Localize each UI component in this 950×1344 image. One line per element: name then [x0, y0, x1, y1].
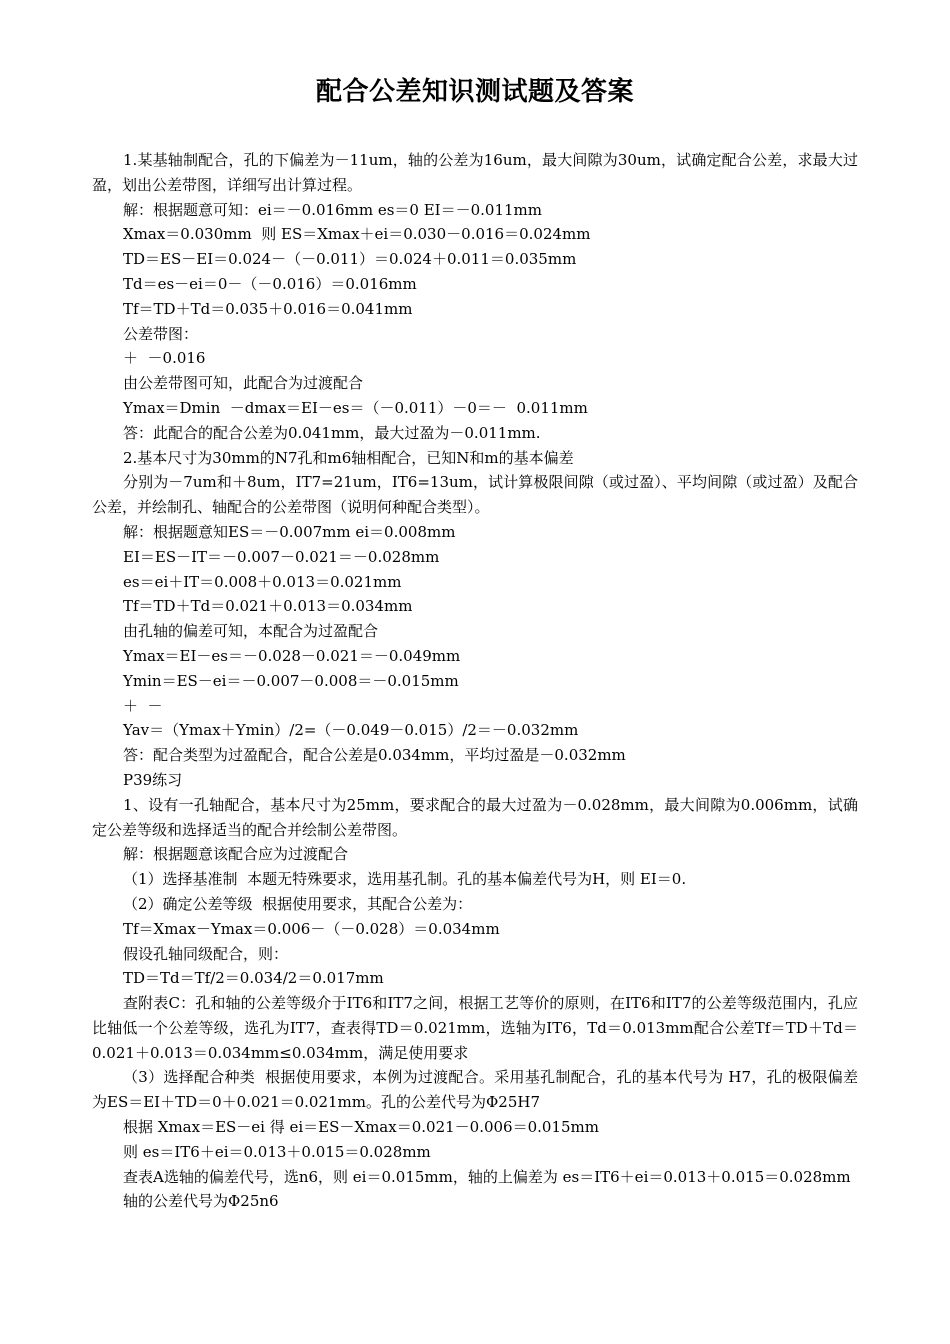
- paragraph: P39练习: [123, 770, 183, 789]
- paragraph: Tf＝TD＋Td＝0.021＋0.013＝0.034mm: [123, 597, 413, 616]
- paragraph: 解：根据题意知ES＝－0.007mm ei＝0.008mm: [123, 522, 456, 541]
- paragraph: 查表A选轴的偏差代号，选n6，则 ei＝0.015mm，轴的上偏差为 es＝IT6＋ei＝0.013＋0.015＝0.028mm: [123, 1167, 851, 1186]
- paragraph: TD＝Td＝Tf/2＝0.034/2＝0.017mm: [123, 969, 384, 988]
- paragraph: ＋ －: [123, 696, 163, 715]
- paragraph: （3）选择配合种类 根据使用要求，本例为过渡配合。采用基孔制配合，孔的基本代号为 H7，孔的极限偏差为ES＝EI＋TD＝0＋0.021＝0.021mm。孔的公差代号为Φ25H7: [92, 1068, 858, 1112]
- page-title: 配合公差知识测试题及答案: [315, 77, 634, 107]
- paragraph: （1）选择基准制 本题无特殊要求，选用基孔制。孔的基本偏差代号为H，则 EI＝0.: [123, 870, 687, 889]
- paragraph: Ymax＝EI－es＝－0.028－0.021＝－0.049mm: [123, 646, 461, 665]
- paragraph: 查附表C：孔和轴的公差等级介于IT6和IT7之间，根据工艺等价的原则，在IT6和IT7的公差等级范围内，孔应比轴低一个公差等级，选孔为IT7，查表得TD＝0.021mm，选轴为IT6，Td＝0.013mm配合公差Tf＝TD＋Td＝0.021＋0.013＝0.034mm≤0.034mm，满足使用要求: [92, 994, 858, 1062]
- paragraph: Xmax＝0.030mm 则 ES＝Xmax＋ei＝0.030－0.016＝0.024mm: [123, 225, 591, 244]
- paragraph: TD＝ES－EI＝0.024－（－0.011）＝0.024＋0.011＝0.035mm: [123, 250, 577, 269]
- paragraph: EI＝ES－IT＝－0.007－0.021＝－0.028mm: [123, 547, 440, 566]
- paragraph: 1.某基轴制配合，孔的下偏差为－11um，轴的公差为16um，最大间隙为30um，试确定配合公差，求最大过盈，划出公差带图，详细写出计算过程。: [92, 151, 858, 194]
- paragraph: 则 es＝IT6＋ei＝0.013＋0.015＝0.028mm: [123, 1142, 431, 1161]
- paragraph: 由孔轴的偏差可知，本配合为过盈配合: [123, 622, 379, 641]
- paragraph: 答：此配合的配合公差为0.041mm，最大过盈为－0.011mm.: [123, 423, 541, 442]
- paragraph: 公差带图：: [123, 324, 199, 343]
- paragraph: Tf＝TD＋Td＝0.035＋0.016＝0.041mm: [123, 299, 413, 318]
- paragraph: 2.基本尺寸为30mm的N7孔和m6轴相配合，已知N和m的基本偏差: [123, 448, 574, 467]
- paragraph: Ymax＝Dmin －dmax＝EI－es＝（－0.011）－0＝－ 0.011mm: [123, 398, 588, 417]
- paragraph: es＝ei＋IT＝0.008＋0.013＝0.021mm: [123, 572, 402, 591]
- paragraph: 根据 Xmax＝ES－ei 得 ei＝ES－Xmax＝0.021－0.006＝0.015mm: [123, 1118, 599, 1137]
- paragraph: （2）确定公差等级 根据使用要求，其配合公差为：: [123, 894, 473, 913]
- paragraph: Tf＝Xmax－Ymax＝0.006－（－0.028）＝0.034mm: [123, 919, 500, 938]
- paragraph: Td＝es－ei＝0－（－0.016）＝0.016mm: [123, 274, 417, 293]
- paragraph: 轴的公差代号为Φ25n6: [123, 1192, 279, 1211]
- paragraph: 由公差带图可知，此配合为过渡配合: [123, 374, 364, 393]
- document-body: [92, 148, 858, 1214]
- paragraph: Yav＝（Ymax＋Ymin）/2=（－0.049－0.015）/2＝－0.032mm: [123, 721, 579, 740]
- paragraph: ＋ －0.016: [123, 349, 206, 368]
- paragraph: 分别为－7um和＋8um，IT7=21um，IT6=13um，试计算极限间隙（或过盈）、平均间隙（或过盈）及配合公差，并绘制孔、轴配合的公差带图（说明何种配合类型）。: [92, 473, 858, 517]
- paragraph: 答：配合类型为过盈配合，配合公差是0.034mm，平均过盈是－0.032mm: [123, 746, 626, 765]
- paragraph: Ymin＝ES－ei＝－0.007－0.008＝－0.015mm: [123, 671, 459, 690]
- paragraph: 解：根据题意该配合应为过渡配合: [123, 845, 349, 864]
- paragraph: 1、设有一孔轴配合，基本尺寸为25mm，要求配合的最大过盈为－0.028mm，最大间隙为0.006mm，试确定公差等级和选择适当的配合并绘制公差带图。: [92, 795, 858, 839]
- paragraph: 假设孔轴同级配合，则：: [123, 944, 289, 963]
- paragraph: 解：根据题意可知：ei＝－0.016mm es＝0 EI＝－0.011mm: [123, 200, 542, 219]
